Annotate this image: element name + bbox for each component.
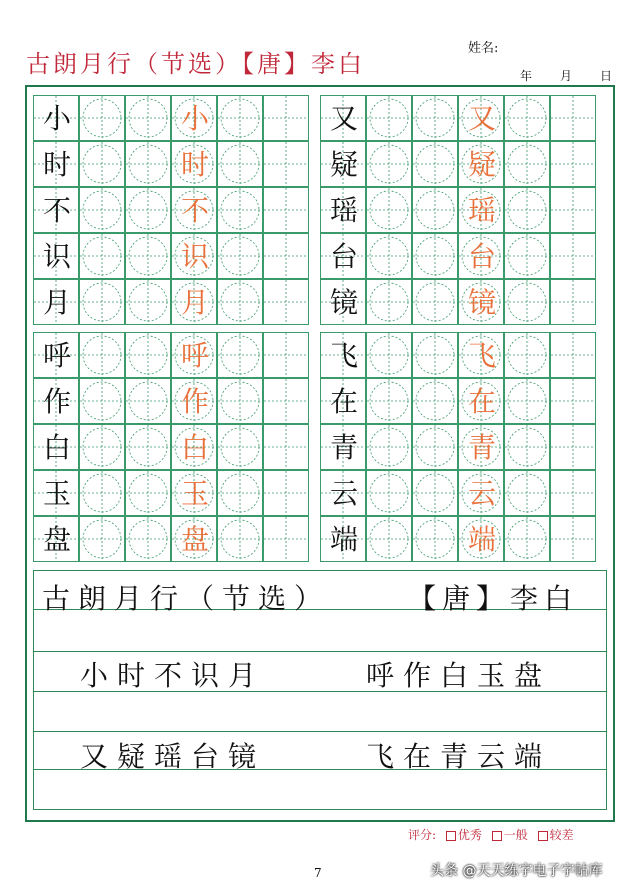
model-char: 盘 xyxy=(42,523,71,556)
practice-cell[interactable] xyxy=(366,378,412,424)
trace-char-cell[interactable] xyxy=(458,470,504,516)
model-char: 月 xyxy=(42,286,71,319)
practice-cell[interactable] xyxy=(217,141,263,187)
rating-option-excellent: 优秀 xyxy=(457,828,482,842)
practice-cell[interactable] xyxy=(79,424,125,470)
model-char: 玉 xyxy=(42,477,71,510)
trace-char-cell[interactable] xyxy=(458,233,504,279)
trace-char-cell[interactable] xyxy=(458,95,504,141)
trace-char: 疑 xyxy=(467,148,496,181)
trace-char-cell[interactable] xyxy=(458,279,504,325)
model-char-cell xyxy=(320,233,366,279)
practice-cell[interactable] xyxy=(412,233,458,279)
model-char: 镜 xyxy=(329,286,358,319)
practice-cell[interactable] xyxy=(263,95,309,141)
practice-cell[interactable] xyxy=(263,424,309,470)
date-labels xyxy=(520,67,640,84)
practice-cell[interactable] xyxy=(504,378,550,424)
model-char: 白 xyxy=(42,431,71,464)
trace-char: 瑶 xyxy=(467,194,496,227)
practice-cell[interactable] xyxy=(125,141,171,187)
practice-cell[interactable] xyxy=(412,516,458,562)
trace-char-cell[interactable] xyxy=(171,95,217,141)
model-char: 呼 xyxy=(42,339,71,372)
practice-cell[interactable] xyxy=(125,332,171,378)
practice-cell[interactable] xyxy=(550,424,596,470)
practice-cell[interactable] xyxy=(366,424,412,470)
practice-cell[interactable] xyxy=(412,470,458,516)
trace-char: 端 xyxy=(467,523,496,556)
poem-line-1-right: 呼作白玉盘 xyxy=(366,659,552,692)
model-char-cell xyxy=(320,141,366,187)
practice-cell[interactable] xyxy=(125,378,171,424)
practice-cell[interactable] xyxy=(217,332,263,378)
practice-cell[interactable] xyxy=(217,233,263,279)
model-char: 疑 xyxy=(329,148,358,181)
trace-char: 不 xyxy=(180,194,209,227)
model-char-cell xyxy=(320,378,366,424)
trace-char-cell[interactable] xyxy=(171,187,217,233)
model-char-cell xyxy=(33,332,79,378)
poem-author: 【唐】李白 xyxy=(408,582,579,615)
model-char: 端 xyxy=(329,523,358,556)
practice-cell[interactable] xyxy=(504,141,550,187)
practice-cell[interactable] xyxy=(217,95,263,141)
practice-cell[interactable] xyxy=(504,279,550,325)
trace-char: 小 xyxy=(180,102,209,135)
poem-line-2-left: 又疑瑶台镜 xyxy=(80,740,266,773)
practice-cell[interactable] xyxy=(125,95,171,141)
trace-char: 白 xyxy=(180,431,209,464)
practice-cell[interactable] xyxy=(263,516,309,562)
model-char-cell xyxy=(33,424,79,470)
practice-cell[interactable] xyxy=(79,516,125,562)
practice-cell[interactable] xyxy=(504,233,550,279)
model-char-cell xyxy=(33,141,79,187)
model-char-cell xyxy=(320,516,366,562)
practice-cell[interactable] xyxy=(263,332,309,378)
rating-option-poor: 较差 xyxy=(549,828,574,842)
practice-cell[interactable] xyxy=(412,95,458,141)
practice-cell[interactable] xyxy=(125,516,171,562)
practice-cell[interactable] xyxy=(79,332,125,378)
practice-cell[interactable] xyxy=(366,95,412,141)
rating-checkbox-poor[interactable] xyxy=(538,831,548,841)
practice-cell[interactable] xyxy=(125,424,171,470)
practice-cell[interactable] xyxy=(550,516,596,562)
model-char-cell xyxy=(33,95,79,141)
practice-cell[interactable] xyxy=(366,141,412,187)
practice-cell[interactable] xyxy=(412,424,458,470)
model-char: 飞 xyxy=(329,339,358,372)
rating-label: 评分: xyxy=(408,828,437,842)
practice-cell[interactable] xyxy=(550,141,596,187)
model-char: 在 xyxy=(329,385,358,418)
practice-cell[interactable] xyxy=(550,279,596,325)
practice-cell[interactable] xyxy=(125,470,171,516)
model-char: 青 xyxy=(329,431,358,464)
practice-cell[interactable] xyxy=(79,95,125,141)
practice-cell[interactable] xyxy=(504,516,550,562)
model-char: 小 xyxy=(42,102,71,135)
practice-cell[interactable] xyxy=(217,470,263,516)
model-char-cell xyxy=(320,95,366,141)
page-title: 古朗月行（节选）【唐】李白 xyxy=(26,50,365,78)
practice-cell[interactable] xyxy=(550,470,596,516)
practice-cell[interactable] xyxy=(217,378,263,424)
trace-char: 镜 xyxy=(467,286,496,319)
practice-cell[interactable] xyxy=(263,187,309,233)
model-char-cell xyxy=(320,424,366,470)
practice-cell[interactable] xyxy=(263,141,309,187)
rating-checkbox-average[interactable] xyxy=(492,831,502,841)
rating-checkbox-excellent[interactable] xyxy=(446,831,456,841)
model-char: 不 xyxy=(42,194,71,227)
model-char-cell xyxy=(33,516,79,562)
trace-char: 台 xyxy=(467,240,496,273)
practice-cell[interactable] xyxy=(263,470,309,516)
month-label: 月 xyxy=(560,69,573,83)
practice-cell[interactable] xyxy=(217,279,263,325)
poem-line-2-right: 飞在青云端 xyxy=(366,740,552,773)
model-char: 云 xyxy=(329,477,358,510)
trace-char: 作 xyxy=(180,385,209,418)
poem-line-1-left: 小时不识月 xyxy=(80,659,266,692)
practice-cell[interactable] xyxy=(550,95,596,141)
trace-char-cell[interactable] xyxy=(171,516,217,562)
practice-cell[interactable] xyxy=(125,233,171,279)
practice-cell[interactable] xyxy=(550,378,596,424)
trace-char-cell[interactable] xyxy=(171,470,217,516)
trace-char: 时 xyxy=(180,148,209,181)
trace-char: 识 xyxy=(180,240,209,273)
trace-char: 云 xyxy=(467,477,496,510)
trace-char-cell[interactable] xyxy=(458,187,504,233)
trace-char-cell[interactable] xyxy=(458,332,504,378)
trace-char: 玉 xyxy=(180,477,209,510)
practice-cell[interactable] xyxy=(412,279,458,325)
practice-cell[interactable] xyxy=(366,470,412,516)
practice-cell[interactable] xyxy=(263,279,309,325)
practice-cell[interactable] xyxy=(366,516,412,562)
trace-char-cell[interactable] xyxy=(171,378,217,424)
model-char: 台 xyxy=(329,240,358,273)
practice-cell[interactable] xyxy=(217,187,263,233)
practice-cell[interactable] xyxy=(263,233,309,279)
practice-cell[interactable] xyxy=(504,332,550,378)
trace-char: 月 xyxy=(180,286,209,319)
year-label: 年 xyxy=(520,69,533,83)
practice-cell[interactable] xyxy=(550,233,596,279)
practice-cell[interactable] xyxy=(263,378,309,424)
model-char-cell xyxy=(320,279,366,325)
trace-char-cell[interactable] xyxy=(458,378,504,424)
practice-cell[interactable] xyxy=(504,470,550,516)
trace-char: 又 xyxy=(467,102,496,135)
trace-char-cell[interactable] xyxy=(171,332,217,378)
trace-char-cell[interactable] xyxy=(171,233,217,279)
practice-cell[interactable] xyxy=(550,332,596,378)
practice-cell[interactable] xyxy=(125,187,171,233)
practice-cell[interactable] xyxy=(217,424,263,470)
practice-cell[interactable] xyxy=(79,233,125,279)
model-char: 时 xyxy=(42,148,71,181)
trace-char: 在 xyxy=(467,385,496,418)
trace-char-cell[interactable] xyxy=(458,141,504,187)
model-char: 又 xyxy=(329,102,358,135)
model-char: 瑶 xyxy=(329,194,358,227)
day-label: 日 xyxy=(600,69,613,83)
trace-char: 呼 xyxy=(180,339,209,372)
practice-cell[interactable] xyxy=(79,470,125,516)
trace-char: 盘 xyxy=(180,523,209,556)
practice-cell[interactable] xyxy=(412,378,458,424)
practice-cell[interactable] xyxy=(125,279,171,325)
trace-char-cell[interactable] xyxy=(458,424,504,470)
model-char-cell xyxy=(33,233,79,279)
practice-cell[interactable] xyxy=(412,332,458,378)
trace-char-cell[interactable] xyxy=(171,141,217,187)
practice-cell[interactable] xyxy=(504,95,550,141)
practice-cell[interactable] xyxy=(412,187,458,233)
model-char-cell xyxy=(33,378,79,424)
model-char: 作 xyxy=(42,385,71,418)
trace-char: 青 xyxy=(467,431,496,464)
poem-title: 古朗月行（节选） xyxy=(42,582,331,615)
model-char-cell xyxy=(320,332,366,378)
practice-cell[interactable] xyxy=(504,424,550,470)
practice-cell[interactable] xyxy=(366,279,412,325)
model-char-cell xyxy=(320,470,366,516)
trace-char-cell[interactable] xyxy=(458,516,504,562)
practice-cell[interactable] xyxy=(79,378,125,424)
practice-cell[interactable] xyxy=(79,279,125,325)
page-number: 7 xyxy=(314,866,322,880)
name-label: 姓名: xyxy=(468,41,499,56)
practice-cell[interactable] xyxy=(550,187,596,233)
practice-cell[interactable] xyxy=(504,187,550,233)
practice-cell[interactable] xyxy=(217,516,263,562)
trace-char: 飞 xyxy=(467,339,496,372)
model-char-cell xyxy=(33,279,79,325)
practice-cell[interactable] xyxy=(79,141,125,187)
rating-option-average: 一般 xyxy=(503,828,528,842)
trace-char-cell[interactable] xyxy=(171,424,217,470)
practice-cell[interactable] xyxy=(366,332,412,378)
practice-cell[interactable] xyxy=(79,187,125,233)
rating-row xyxy=(408,826,574,843)
practice-cell[interactable] xyxy=(412,141,458,187)
model-char: 识 xyxy=(42,240,71,273)
model-char-cell xyxy=(320,187,366,233)
practice-cell[interactable] xyxy=(366,187,412,233)
practice-cell[interactable] xyxy=(366,233,412,279)
watermark: 头条 @天天练字电子字帖库 xyxy=(430,863,603,879)
trace-char-cell[interactable] xyxy=(171,279,217,325)
model-char-cell xyxy=(33,470,79,516)
model-char-cell xyxy=(33,187,79,233)
